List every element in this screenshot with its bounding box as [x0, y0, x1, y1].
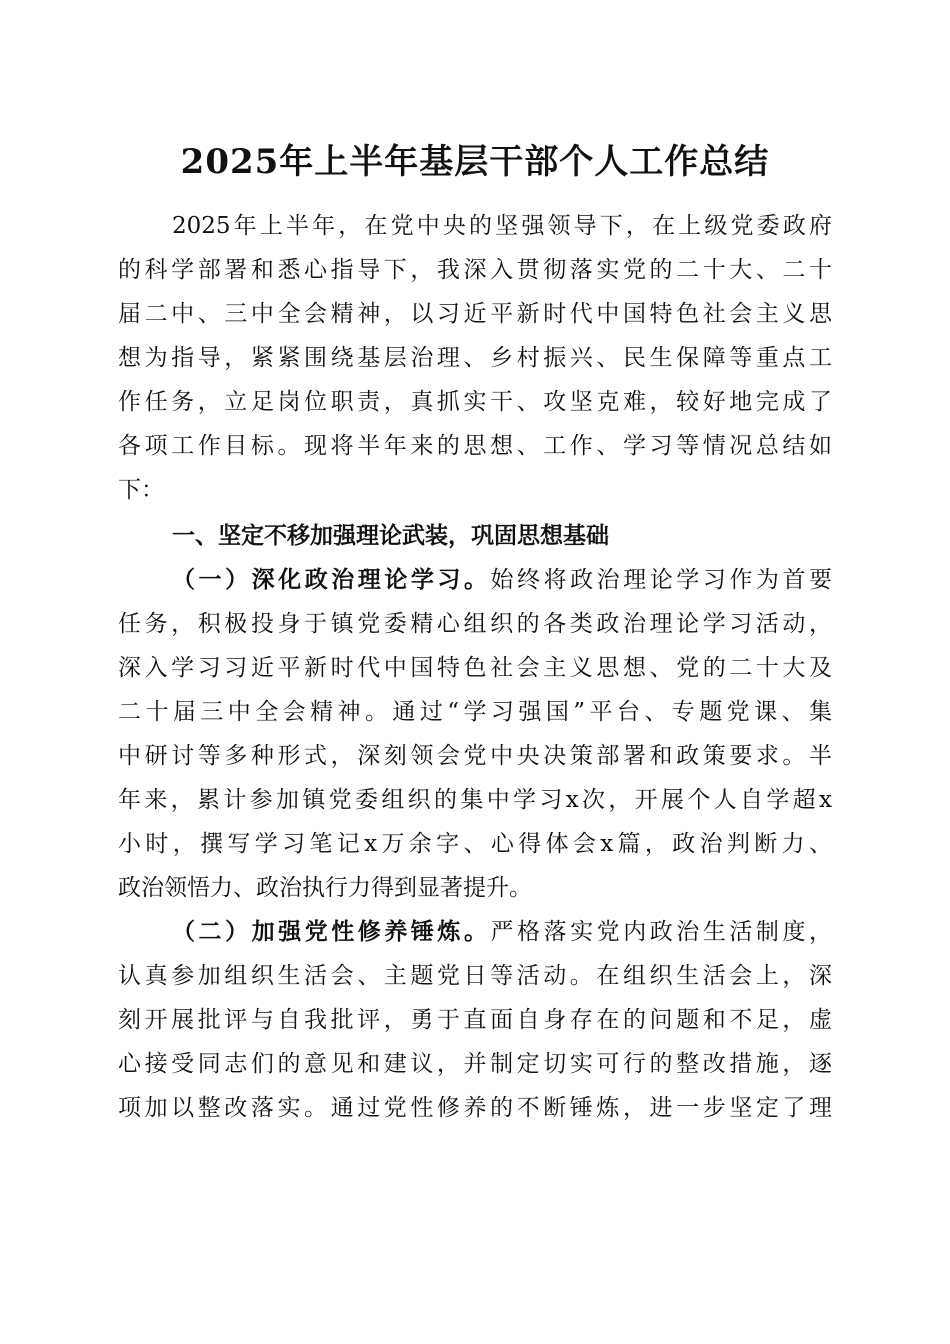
body-line: 项加以整改落实。通过党性修养的不断锤炼，进一步坚定了理 [118, 1095, 832, 1121]
body-line: 任务，积极投身于镇党委精心组织的各类政治理论学习活动， [118, 611, 832, 637]
intro-line: 届二中、三中全会精神，以习近平新时代中国特色社会主义思 [118, 301, 832, 327]
body-line: 认真参加组织生活会、主题党日等活动。在组织生活会上，深 [118, 963, 832, 989]
body-line: 小时，撰写学习笔记x万余字、心得体会x篇，政治判断力、 [118, 831, 832, 857]
body-line: 心接受同志们的意见和建议，并制定切实可行的整改措施，逐 [118, 1051, 832, 1077]
document-title: 2025年上半年基层干部个人工作总结 [180, 142, 770, 182]
intro-line: 的科学部署和悉心指导下，我深入贯彻落实党的二十大、二十 [118, 257, 832, 283]
subsection-first-line [172, 562, 832, 598]
body-line: 年来，累计参加镇党委组织的集中学习x次，开展个人自学超x [118, 787, 832, 813]
body-line: 中研讨等多种形式，深刻领会党中央决策部署和政策要求。半 [118, 743, 832, 769]
subsection-first-line [172, 914, 832, 950]
intro-line: 想为指导，紧紧围绕基层治理、乡村振兴、民生保障等重点工 [118, 345, 832, 371]
body-line: 二十届三中全会精神。通过“学习强国”平台、专题党课、集 [118, 699, 832, 725]
subsection-label: （二）加强党性修养锤炼。 [172, 918, 491, 945]
intro-line: 2025年上半年，在党中央的坚强领导下，在上级党委政府 [172, 213, 832, 239]
body-line: 政治领悟力、政治执行力得到显著提升。 [118, 875, 532, 901]
intro-line: 各项工作目标。现将半年来的思想、工作、学习等情况总结如 [118, 433, 832, 459]
section-heading: 一、坚定不移加强理论武装，巩固思想基础 [172, 523, 609, 549]
intro-line: 下： [118, 477, 164, 503]
body-line: 深入学习习近平新时代中国特色社会主义思想、党的二十大及 [118, 655, 832, 681]
body-line: 刻开展批评与自我批评，勇于直面自身存在的问题和不足，虚 [118, 1007, 832, 1033]
subsection-text: 严格落实党内政治生活制度， [490, 919, 832, 945]
subsection-text: 始终将政治理论学习作为首要 [490, 567, 832, 593]
subsection-label: （一）深化政治理论学习。 [172, 566, 491, 593]
intro-line: 作任务，立足岗位职责，真抓实干、攻坚克难，较好地完成了 [118, 389, 832, 415]
